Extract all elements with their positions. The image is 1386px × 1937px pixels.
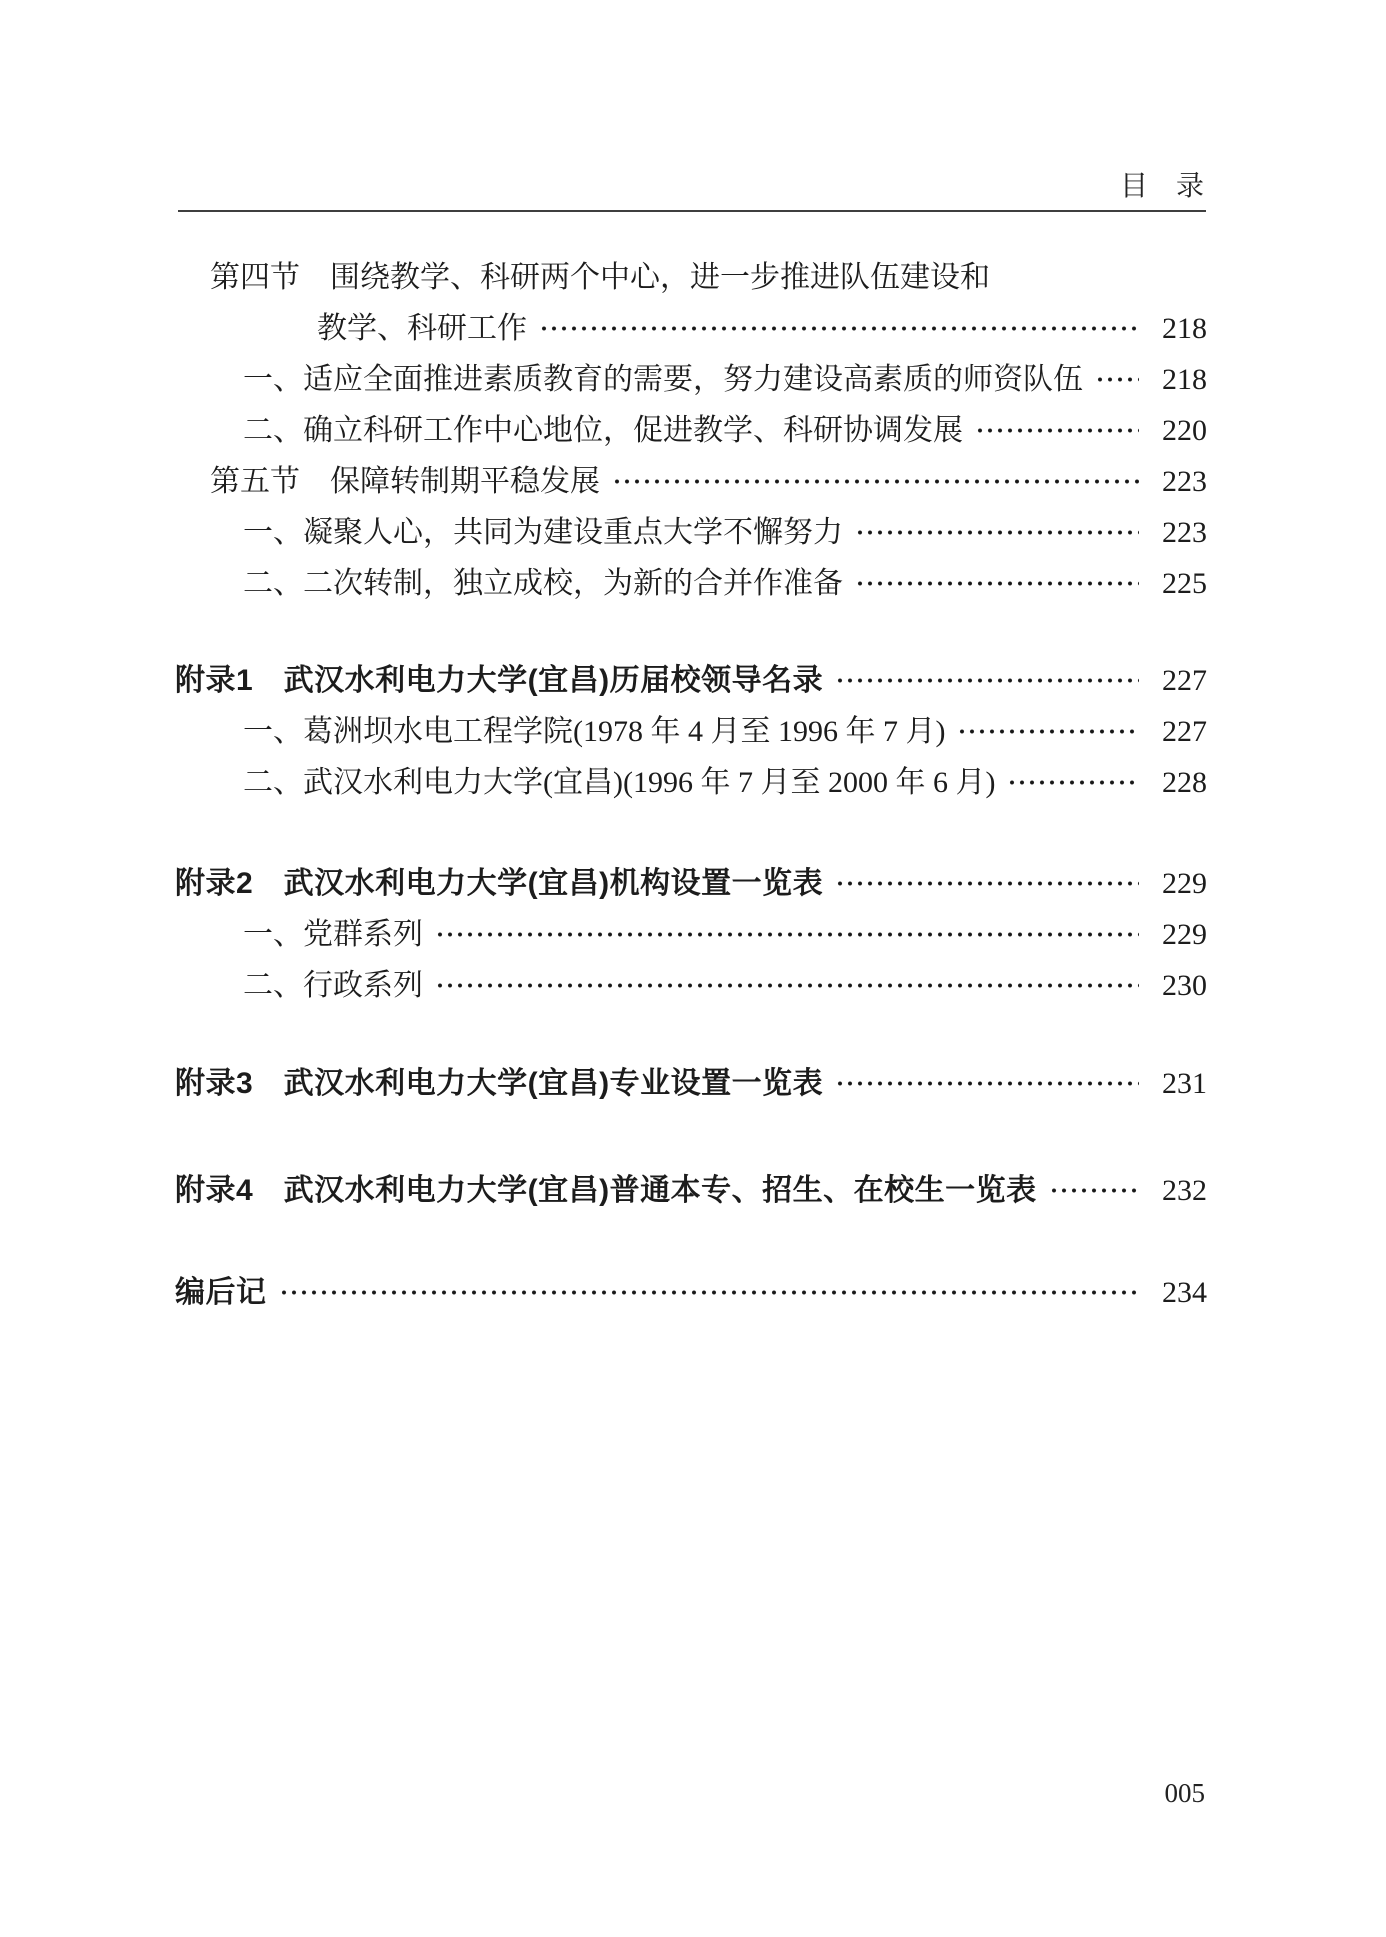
dot-leader	[435, 960, 1139, 1011]
toc-entry-appendix-4	[175, 1165, 1207, 1216]
toc-entry-page: 227	[1162, 664, 1207, 697]
toc-entry-text: 二、二次转制，独立成校，为新的合并作准备	[243, 567, 843, 600]
toc-entry-text: 编后记	[175, 1276, 267, 1309]
toc-entry	[175, 909, 1207, 960]
toc-entry	[175, 303, 1207, 354]
toc-entry	[175, 405, 1207, 456]
toc-entry	[175, 558, 1207, 609]
toc-entry-page: 228	[1162, 766, 1207, 799]
toc-entry-page: 231	[1162, 1067, 1207, 1100]
dot-leader	[435, 909, 1139, 960]
dot-leader	[1095, 354, 1139, 405]
toc-entry-page: 232	[1162, 1174, 1207, 1207]
toc-entry-text: 一、党群系列	[243, 918, 423, 951]
dot-leader	[855, 558, 1139, 609]
toc-entry-page: 223	[1162, 516, 1207, 549]
toc-entry	[175, 757, 1207, 808]
dot-leader	[855, 507, 1139, 558]
dot-leader	[539, 303, 1139, 354]
toc-entry	[175, 706, 1207, 757]
toc-entry-page: 218	[1162, 363, 1207, 396]
toc-entry-page: 227	[1162, 715, 1207, 748]
toc-entry-page: 230	[1162, 969, 1207, 1002]
toc-entry-page: 229	[1162, 867, 1207, 900]
table-of-contents	[175, 252, 1207, 1318]
toc-entry-page: 225	[1162, 567, 1207, 600]
toc-entry-appendix-2	[175, 858, 1207, 909]
toc-entry	[175, 252, 1207, 303]
dot-leader	[957, 706, 1139, 757]
toc-entry-appendix-3	[175, 1058, 1207, 1109]
toc-entry-text: 第五节 保障转制期平稳发展	[210, 465, 600, 498]
toc-entry	[175, 960, 1207, 1011]
dot-leader	[612, 456, 1139, 507]
toc-entry-text: 附录4 武汉水利电力大学(宜昌)普通本专、招生、在校生一览表	[175, 1174, 1037, 1207]
toc-entry-text: 二、确立科研工作中心地位，促进教学、科研协调发展	[243, 414, 963, 447]
toc-entry-postscript	[175, 1267, 1207, 1318]
toc-entry-page: 234	[1162, 1276, 1207, 1309]
toc-entry-page: 223	[1162, 465, 1207, 498]
dot-leader	[1049, 1165, 1139, 1216]
toc-entry-text: 附录3 武汉水利电力大学(宜昌)专业设置一览表	[175, 1067, 824, 1100]
dot-leader	[835, 858, 1139, 909]
toc-entry-text: 附录2 武汉水利电力大学(宜昌)机构设置一览表	[175, 867, 824, 900]
dot-leader	[835, 655, 1139, 706]
toc-entry-text: 一、葛洲坝水电工程学院(1978 年 4 月至 1996 年 7 月)	[243, 715, 946, 748]
dot-leader	[835, 1058, 1139, 1109]
dot-leader	[975, 405, 1139, 456]
page-number: 005	[1164, 1778, 1205, 1808]
dot-leader	[279, 1267, 1140, 1318]
toc-entry-page: 229	[1162, 918, 1207, 951]
toc-entry-page: 220	[1162, 414, 1207, 447]
toc-entry-appendix-1	[175, 655, 1207, 706]
page-header-title: 目 录	[1119, 171, 1204, 202]
toc-entry-text: 二、武汉水利电力大学(宜昌)(1996 年 7 月至 2000 年 6 月)	[243, 766, 996, 799]
toc-entry-text: 一、适应全面推进素质教育的需要，努力建设高素质的师资队伍	[243, 363, 1083, 396]
toc-entry-text: 教学、科研工作	[317, 312, 527, 345]
toc-entry-text: 第四节 围绕教学、科研两个中心，进一步推进队伍建设和	[210, 261, 990, 294]
toc-entry-text: 一、凝聚人心，共同为建设重点大学不懈努力	[243, 516, 843, 549]
header-rule	[178, 210, 1206, 212]
toc-entry	[175, 507, 1207, 558]
toc-entry-text: 二、行政系列	[243, 969, 423, 1002]
toc-entry-page: 218	[1162, 312, 1207, 345]
toc-entry	[175, 456, 1207, 507]
toc-entry	[175, 354, 1207, 405]
toc-entry-text: 附录1 武汉水利电力大学(宜昌)历届校领导名录	[175, 664, 824, 697]
dot-leader	[1007, 757, 1139, 808]
